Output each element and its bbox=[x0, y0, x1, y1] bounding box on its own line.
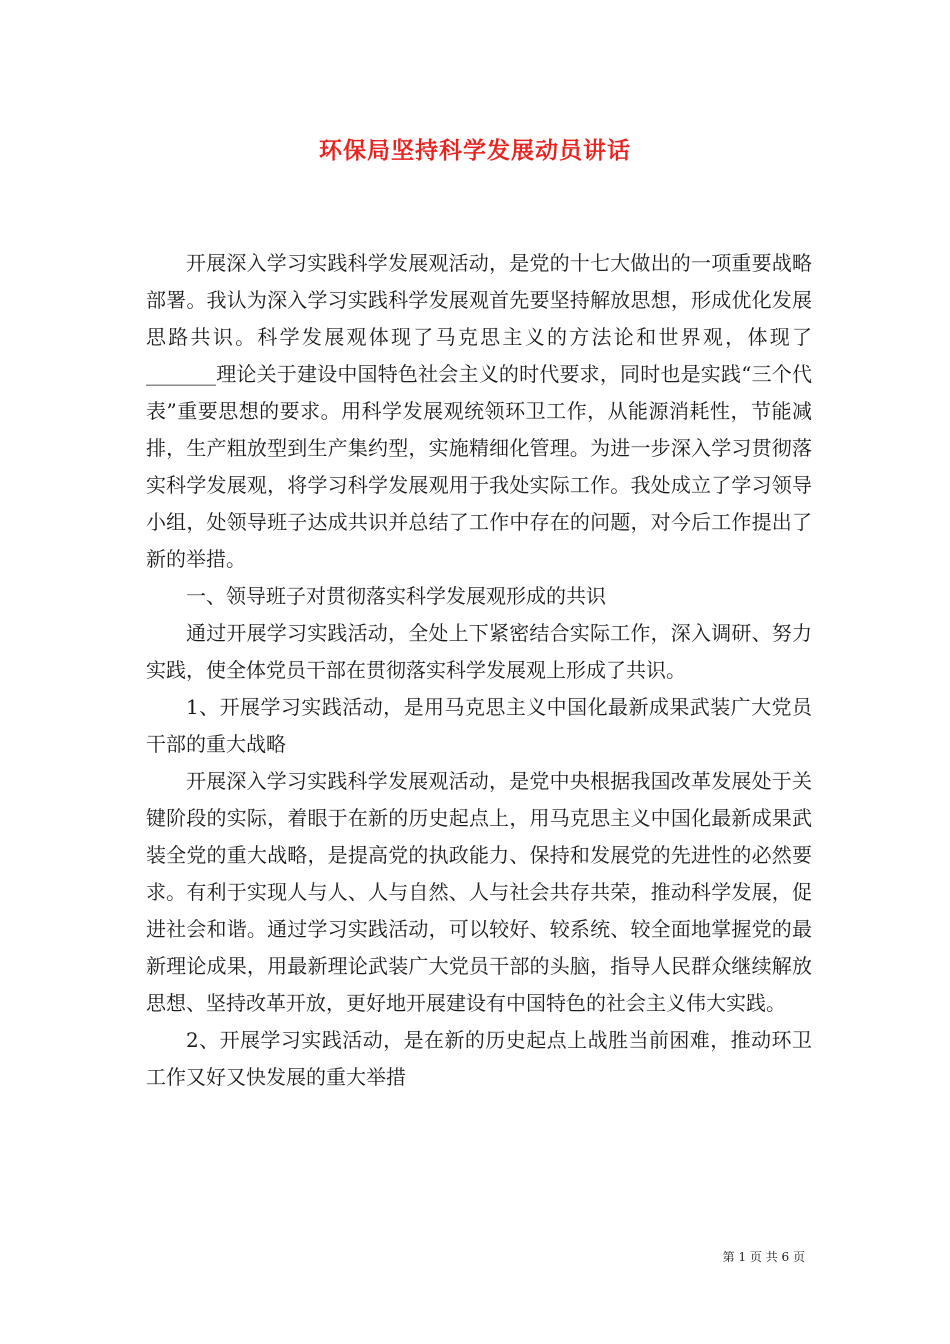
document-title: 环保局坚持科学发展动员讲话 bbox=[319, 137, 631, 164]
page-number: 第 1 页 共 6 页 bbox=[722, 1250, 805, 1264]
paragraph-intro: 开展深入学习实践科学发展观活动，是党的十七大做出的一项重要战略部署。我认为深入学习实践科学发展观首先要坚持解放思想，形成优化发展思路共识。科学发展观体现了马克思主义的方法论和世界观，体现了_______理论关于建设中国特色社会主义的时代要求，同时也是实践“三个代表”重要思想的要求。用科学发展观统领环卫工作，从能源消耗性，节能减排，生产粗放型到生产集约型，实施精细化管理。为进一步深入学习贯彻落实科学发展观，将学习科学发展观用于我处实际工作。我处成立了学习领导小组，处领导班子达成共识并总结了工作中存在的问题，对今后工作提出了新的举措。 bbox=[146, 251, 812, 571]
subheading-2: 2、开展学习实践活动，是在新的历史起点上战胜当前困难，推动环卫工作又好又快发展的重大举措 bbox=[146, 1028, 812, 1089]
paragraph-strategy: 开展深入学习实践科学发展观活动，是党中央根据我国改革发展处于关键阶段的实际，着眼于在新的历史起点上，用马克思主义中国化最新成果武装全党的重大战略，是提高党的执政能力、保持和发展党的先进性的必然要求。有利于实现人与人、人与自然、人与社会共存共荣，推动科学发展，促进社会和谐。通过学习实践活动，可以较好、较系统、较全面地掌握党的最新理论成果，用最新理论武装广大党员干部的头脑，指导人民群众继续解放思想、坚持改革开放，更好地开展建设有中国特色的社会主义伟大实践。 bbox=[146, 769, 812, 1015]
paragraph-consensus: 通过开展学习实践活动，全处上下紧密结合实际工作，深入调研、努力实践，使全体党员干部在贯彻落实科学发展观上形成了共识。 bbox=[146, 621, 812, 682]
document-body bbox=[146, 245, 812, 1096]
subheading-1: 1、开展学习实践活动，是用马克思主义中国化最新成果武装广大党员干部的重大战略 bbox=[146, 695, 812, 756]
section-heading-1: 一、领导班子对贯彻落实科学发展观形成的共识 bbox=[186, 584, 606, 608]
